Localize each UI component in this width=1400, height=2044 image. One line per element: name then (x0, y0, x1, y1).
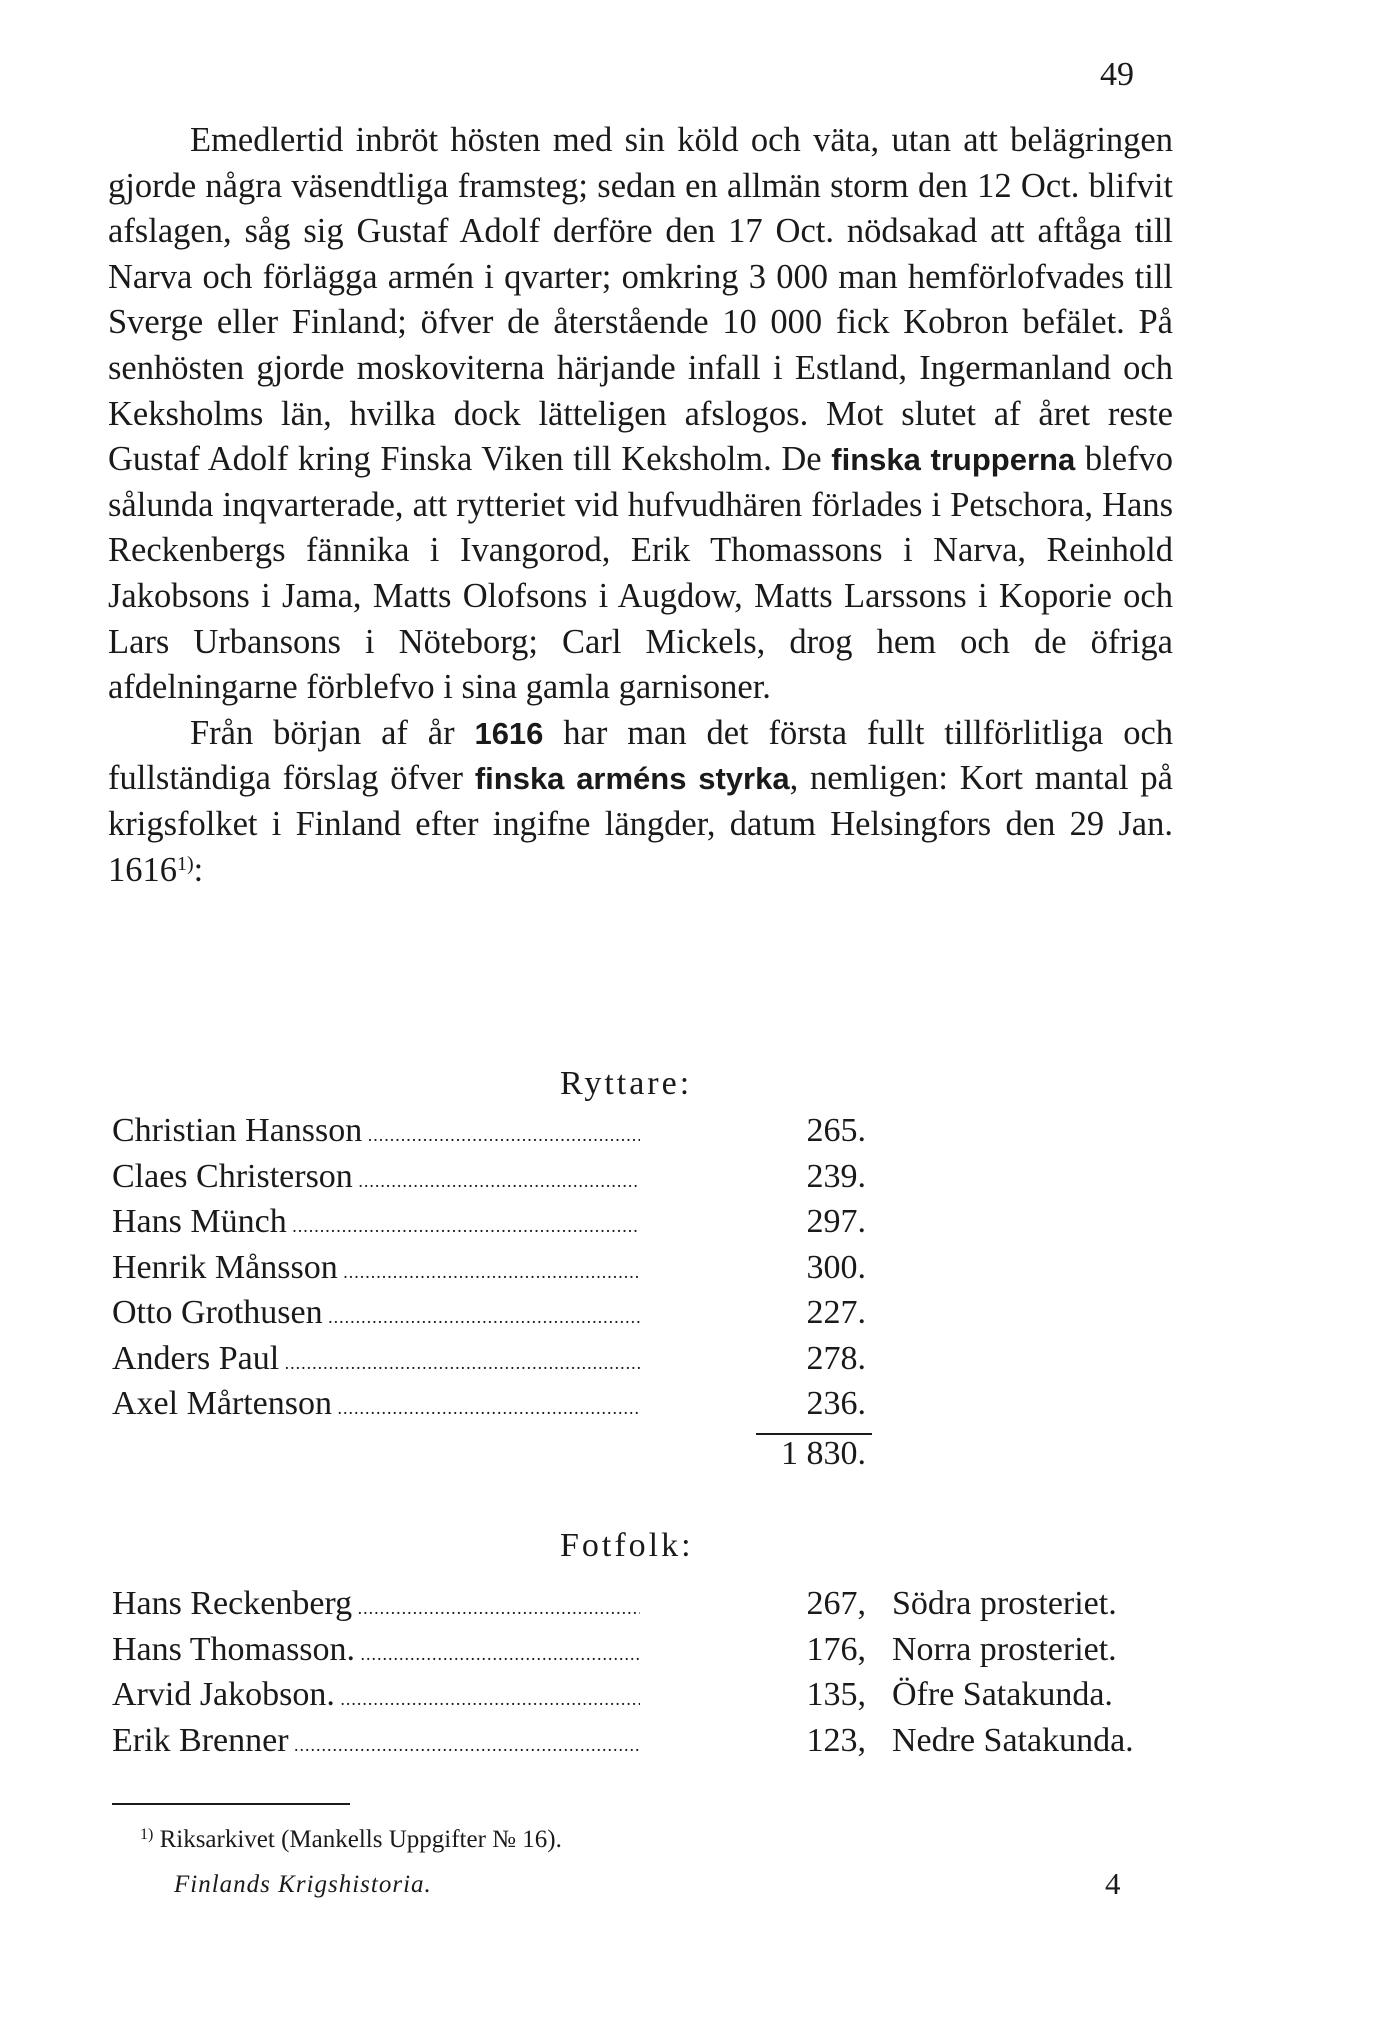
roster-count: 135, (806, 1676, 866, 1713)
roster-remark: Södra prosteriet. (892, 1585, 1117, 1622)
ryttare-list (112, 1112, 1102, 1481)
paragraph-1-emphasis: finska trupperna (831, 442, 1076, 478)
list-item (112, 1630, 1117, 1677)
roster-count: 123, (806, 1721, 866, 1759)
footnote (140, 1826, 562, 1854)
roster-name: Hans Thomasson. ..... (112, 1631, 640, 1669)
paragraph-1-text-a: Emedlertid inbröt hösten med sin köld och väta, utan att belägringen gjorde några väsendtliga framsteg; sedan en allmän storm den 12 Oct. blifvit afslagen, såg sig Gustaf Adolf derföre den 17 Oct. nödsakad att aftåga till Narva och förlägga armén i qvarter; omkring 3 000 man hemförlofvades till Sverge eller Finland; öfver de återstående 10 000 fick Kobron befälet. På senhösten gjorde moskoviterna härjande infall i Estland, Ingermanland och Keksholms län, hvilka dock lätteligen afslogos. Mot slutet af året reste Gustaf Adolf kring Finska Viken till Keksholm. De (108, 121, 1173, 479)
body-text (108, 118, 1173, 893)
paragraph-2-year: 1616 (474, 715, 544, 751)
roster-total: 1 830. (781, 1434, 866, 1472)
paragraph-1 (108, 118, 1173, 711)
roster-count: 236. (806, 1385, 866, 1422)
roster-name: Axel Mårtenson ..... (112, 1385, 640, 1423)
list-item (112, 1203, 1102, 1249)
paragraph-2 (108, 711, 1173, 893)
footnote-divider (112, 1803, 350, 1805)
roster-remark: Norra prosteriet. (892, 1630, 1117, 1668)
paragraph-2-emphasis: finska arméns styrka (474, 761, 790, 797)
list-item (112, 1112, 1102, 1158)
paragraph-1-text-b: blefvo sålunda inqvarterade, att rytteriet vid hufvudhären förlades i Petschora, Hans Reckenbergs fännika i Ivangorod, Erik Thomassons i Narva, Reinhold Jakobsons i Jama, Matts Olofsons i Augdow, Matts Larssons i Koporie och Lars Urbansons i Nöteborg; Carl Mickels, drog hem och de öfriga afdelningarne förblefvo i sina gamla garnisoner. (108, 440, 1173, 707)
footnote-text: Riksarkivet (Mankells Uppgifter № 16). (159, 1826, 562, 1853)
sheet-number: 4 (1105, 1866, 1121, 1901)
roster-count: 267, (806, 1585, 866, 1622)
roster-count: 176, (806, 1630, 866, 1668)
roster-count: 297. (806, 1203, 866, 1240)
footnote-reference[interactable]: 1) (177, 852, 194, 875)
list-item (112, 1249, 1102, 1295)
list-item (112, 1385, 1102, 1431)
paragraph-2-text-d: : (193, 850, 204, 889)
roster-count: 239. (806, 1157, 866, 1195)
roster-remark: Nedre Satakunda. (892, 1721, 1134, 1759)
list-item (112, 1721, 1134, 1768)
paragraph-2-text-c: , nemligen: Kort mantal på krigsfolket i Finland efter ingifne längder, datum Helsingfors den 29 Jan. 1616 (108, 759, 1173, 889)
roster-count: 278. (806, 1339, 866, 1377)
roster-name: Arvid Jakobson. ..... (112, 1676, 640, 1714)
list-item (112, 1585, 1117, 1631)
roster-remark: Öfre Satakunda. (892, 1676, 1113, 1713)
paragraph-2-text-b: har man det första fullt tillförlitliga och fullständiga förslag öfver (108, 713, 1174, 798)
paragraph-2-text-a: Från början af år (190, 713, 455, 752)
footnote-marker: 1) (140, 1826, 154, 1843)
roster-count: 300. (806, 1248, 866, 1286)
roster-name: Claes Christerson ..... (112, 1158, 640, 1196)
list-item (112, 1340, 1102, 1386)
fotfolk-heading: Fotfolk: (560, 1527, 694, 1564)
fotfolk-list (112, 1585, 1134, 1767)
page-number: 49 (1100, 56, 1134, 93)
roster-name: Christian Hansson ..... (112, 1112, 640, 1150)
list-item (112, 1676, 1113, 1722)
roster-count: 265. (806, 1112, 866, 1149)
signature-title: Finlands Krigshistoria. (174, 1871, 432, 1898)
roster-name: Hans Münch ..... (112, 1203, 640, 1241)
list-item (112, 1294, 1102, 1340)
roster-name: Anders Paul ..... (112, 1340, 640, 1378)
ryttare-heading: Ryttare: (560, 1065, 693, 1102)
list-item (112, 1158, 1102, 1204)
total-row (112, 1431, 1102, 1481)
roster-name: Erik Brenner ..... (112, 1722, 640, 1760)
roster-count: 227. (806, 1294, 866, 1331)
roster-name: Hans Reckenberg ..... (112, 1585, 640, 1623)
roster-name: Otto Grothusen ..... (112, 1294, 640, 1332)
roster-name: Henrik Månsson ..... (112, 1249, 640, 1287)
